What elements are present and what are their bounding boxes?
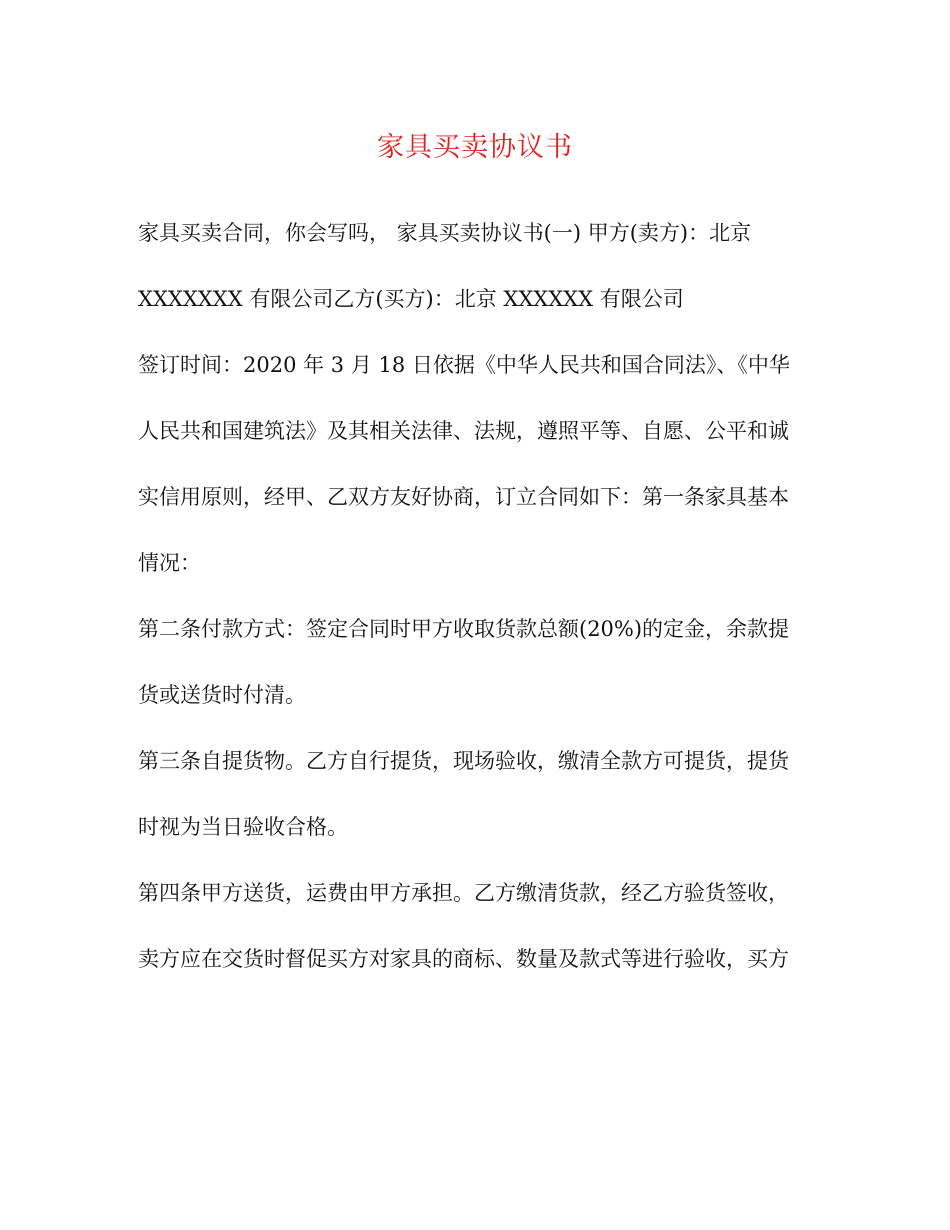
body-line-4: 人民共和国建筑法》及其相关法律、法规，遵照平等、自愿、公平和诚 bbox=[138, 419, 789, 443]
body-line-1: 家具买卖合同，你会写吗， 家具买卖协议书(一) 甲方(卖方)：北京 bbox=[138, 221, 752, 245]
body-line-5: 实信用原则，经甲、乙双方友好协商，订立合同如下：第一条家具基本 bbox=[138, 485, 789, 509]
document-body bbox=[138, 215, 818, 1007]
document-title: 家具买卖协议书 bbox=[377, 132, 573, 163]
body-line-2: XXXXXXX 有限公司乙方(买方)：北京 XXXXXX 有限公司 bbox=[138, 287, 684, 311]
body-line-11: 第四条甲方送货，运费由甲方承担。乙方缴清货款，经乙方验货签收， bbox=[138, 881, 789, 905]
body-line-9: 第三条自提货物。乙方自行提货，现场验收，缴清全款方可提货，提货 bbox=[138, 749, 789, 773]
body-line-12: 卖方应在交货时督促买方对家具的商标、数量及款式等进行验收，买方 bbox=[138, 947, 789, 971]
body-line-6: 情况： bbox=[138, 551, 201, 575]
body-line-8: 货或送货时付清。 bbox=[138, 683, 306, 707]
body-line-3: 签订时间：2020 年 3 月 18 日依据《中华人民共和国合同法》、《中华 bbox=[138, 353, 790, 377]
body-line-10: 时视为当日验收合格。 bbox=[138, 815, 348, 839]
body-line-7: 第二条付款方式：签定合同时甲方收取货款总额(20%)的定金，余款提 bbox=[138, 617, 790, 641]
